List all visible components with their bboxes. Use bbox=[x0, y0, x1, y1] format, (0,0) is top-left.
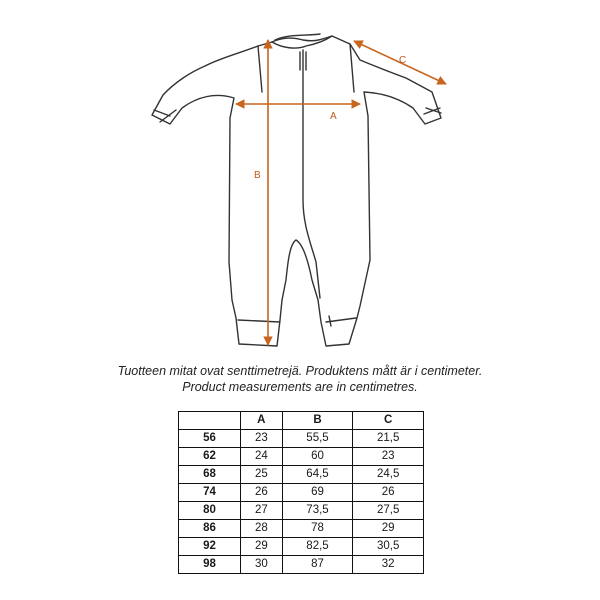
row-size: 56 bbox=[179, 430, 241, 448]
cell-b: 60 bbox=[282, 448, 353, 466]
cell-c: 29 bbox=[353, 520, 424, 538]
cell-a: 24 bbox=[241, 448, 283, 466]
label-b: B bbox=[254, 170, 261, 181]
table-row bbox=[179, 466, 424, 484]
table-row bbox=[179, 484, 424, 502]
table-row bbox=[179, 538, 424, 556]
jumpsuit-outline bbox=[152, 34, 441, 346]
cell-a: 23 bbox=[241, 430, 283, 448]
label-c: C bbox=[399, 55, 407, 66]
cell-c: 21,5 bbox=[353, 430, 424, 448]
header-a: A bbox=[241, 412, 283, 430]
label-a: A bbox=[330, 111, 337, 122]
table-row bbox=[179, 520, 424, 538]
measurement-a bbox=[236, 104, 360, 122]
table-row bbox=[179, 448, 424, 466]
cell-a: 27 bbox=[241, 502, 283, 520]
cell-b: 87 bbox=[282, 556, 353, 574]
cell-a: 30 bbox=[241, 556, 283, 574]
table-row bbox=[179, 430, 424, 448]
table-header-row bbox=[179, 412, 424, 430]
cell-a: 28 bbox=[241, 520, 283, 538]
row-size: 68 bbox=[179, 466, 241, 484]
cell-a: 25 bbox=[241, 466, 283, 484]
table-row bbox=[179, 556, 424, 574]
cell-c: 24,5 bbox=[353, 466, 424, 484]
header-c: C bbox=[353, 412, 424, 430]
size-measurement-table bbox=[178, 411, 424, 574]
cell-c: 23 bbox=[353, 448, 424, 466]
caption-finnish-swedish: Tuotteen mitat ovat senttimetrejä. Produktens mått är i centimeter. bbox=[117, 364, 483, 378]
cell-b: 64,5 bbox=[282, 466, 353, 484]
row-size: 74 bbox=[179, 484, 241, 502]
cell-b: 82,5 bbox=[282, 538, 353, 556]
row-size: 62 bbox=[179, 448, 241, 466]
row-size: 80 bbox=[179, 502, 241, 520]
cell-c: 26 bbox=[353, 484, 424, 502]
header-corner bbox=[179, 412, 241, 430]
cell-a: 29 bbox=[241, 538, 283, 556]
cell-b: 78 bbox=[282, 520, 353, 538]
cell-b: 73,5 bbox=[282, 502, 353, 520]
table-row bbox=[179, 502, 424, 520]
cell-b: 69 bbox=[282, 484, 353, 502]
header-b: B bbox=[282, 412, 353, 430]
row-size: 92 bbox=[179, 538, 241, 556]
row-size: 98 bbox=[179, 556, 241, 574]
cell-c: 27,5 bbox=[353, 502, 424, 520]
cell-a: 26 bbox=[241, 484, 283, 502]
caption-english: Product measurements are in centimetres. bbox=[182, 380, 418, 394]
cell-c: 32 bbox=[353, 556, 424, 574]
cell-b: 55,5 bbox=[282, 430, 353, 448]
cell-c: 30,5 bbox=[353, 538, 424, 556]
row-size: 86 bbox=[179, 520, 241, 538]
